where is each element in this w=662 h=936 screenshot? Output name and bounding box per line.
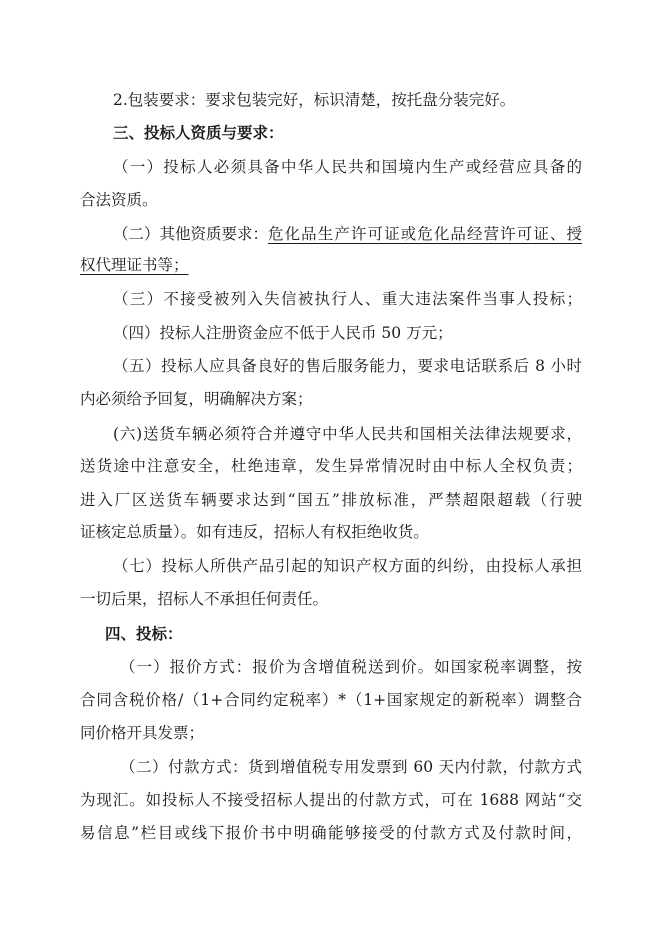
section-heading-bidding: 四、投标： xyxy=(105,625,183,643)
paragraph-line: （四）投标人注册资金应不低于人民币 50 万元； xyxy=(113,324,453,342)
paragraph-line: （一）报价方式：报价为含增值税送到价。如国家税率调整，按 xyxy=(120,658,582,676)
paragraph-line: 易信息”栏目或线下报价书中明确能够接受的付款方式及付款时间， xyxy=(80,824,582,842)
paragraph-line: （七）投标人所供产品引起的知识产权方面的纠纷，由投标人承担 xyxy=(113,557,582,575)
paragraph-line: （一）投标人必须具备中华人民共和国境内生产或经营应具备的 xyxy=(113,158,582,176)
underlined-qualification-text: 权代理证书等； xyxy=(80,256,189,274)
paragraph-line: 为现汇。如投标人不接受招标人提出的付款方式，可在 1688 网站“交 xyxy=(80,791,582,809)
paragraph-line: 合法资质。 xyxy=(80,191,158,209)
qualification-label: （二）其他资质要求： xyxy=(113,225,269,243)
paragraph-line: 证核定总质量）。如有违反，招标人有权拒绝收货。 xyxy=(80,523,429,541)
paragraph-line: （三）不接受被列入失信被执行人、重大违法案件当事人投标； xyxy=(113,290,582,308)
paragraph-line: 内必须给予回复，明确解决方案； xyxy=(80,390,313,408)
paragraph-line: 进入厂区送货车辆要求达到“国五”排放标准，严禁超限超载（行驶 xyxy=(80,491,582,509)
packaging-requirement: 2.包装要求：要求包装完好，标识清楚，按托盘分装完好。 xyxy=(113,91,516,109)
section-heading-bidder-qualification: 三、投标人资质与要求： xyxy=(113,124,284,142)
paragraph-line xyxy=(113,224,582,244)
paragraph-line: 一切后果，招标人不承担任何责任。 xyxy=(80,590,329,608)
paragraph-line: 同价格开具发票； xyxy=(80,724,205,742)
paragraph-line: （二）付款方式：货到增值税专用发票到 60 天内付款，付款方式 xyxy=(120,758,582,776)
underlined-qualification-text: 危化品生产许可证或危化品经营许可证、授 xyxy=(268,225,582,243)
paragraph-line: 送货途中注意安全，杜绝违章，发生异常情况时由中标人全权负责； xyxy=(80,457,582,475)
paragraph-line: (六)送货车辆必须符合并遵守中华人民共和国相关法律法规要求， xyxy=(113,425,582,443)
paragraph-line: 合同含税价格/（1+合同约定税率）*（1+国家规定的新税率）调整合 xyxy=(80,691,582,709)
paragraph-line: （五）投标人应具备良好的售后服务能力，要求电话联系后 8 小时 xyxy=(113,357,582,375)
